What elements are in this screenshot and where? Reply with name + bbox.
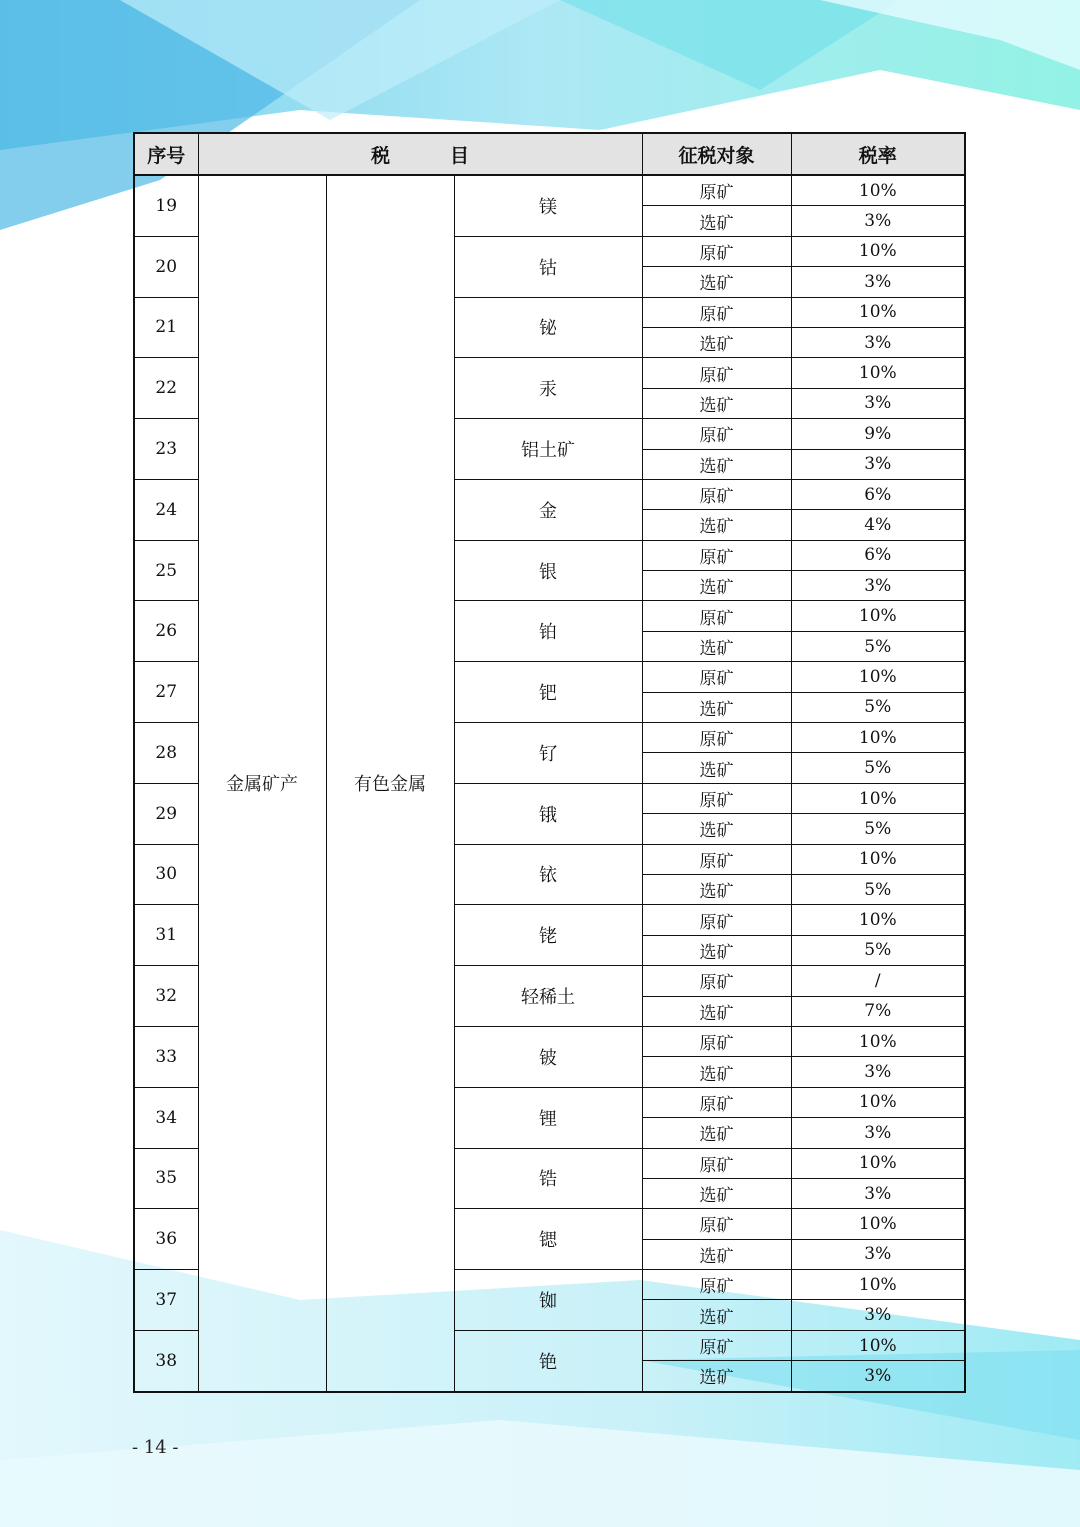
header-row <box>134 133 965 175</box>
seq-cell: 29 <box>134 783 198 844</box>
processed-ore-label: 选矿 <box>642 206 791 236</box>
processed-ore-label: 选矿 <box>642 1057 791 1087</box>
seq-cell: 24 <box>134 479 198 540</box>
raw-ore-rate: 10% <box>791 905 965 935</box>
seq-cell: 33 <box>134 1026 198 1087</box>
processed-ore-label: 选矿 <box>642 1239 791 1269</box>
raw-ore-label: 原矿 <box>642 297 791 327</box>
seq-cell: 35 <box>134 1148 198 1209</box>
processed-ore-label: 选矿 <box>642 571 791 601</box>
processed-ore-label: 选矿 <box>642 388 791 418</box>
processed-ore-label: 选矿 <box>642 1118 791 1148</box>
mineral-name-cell: 轻稀土 <box>454 966 642 1027</box>
header-rate: 税率 <box>791 133 965 175</box>
raw-ore-rate: 10% <box>791 1148 965 1178</box>
raw-ore-rate: 10% <box>791 1209 965 1239</box>
raw-ore-label: 原矿 <box>642 1209 791 1239</box>
processed-ore-label: 选矿 <box>642 327 791 357</box>
raw-ore-rate: 10% <box>791 1270 965 1300</box>
raw-ore-label: 原矿 <box>642 1330 791 1360</box>
mineral-name-cell: 铝土矿 <box>454 419 642 480</box>
seq-cell: 21 <box>134 297 198 358</box>
seq-cell: 37 <box>134 1270 198 1331</box>
processed-ore-rate: 3% <box>791 449 965 479</box>
raw-ore-rate: 10% <box>791 844 965 874</box>
tax-rate-table <box>133 132 966 1393</box>
table-row <box>134 175 965 206</box>
raw-ore-label: 原矿 <box>642 175 791 206</box>
processed-ore-label: 选矿 <box>642 1178 791 1208</box>
subcategory-cell: 有色金属 <box>326 175 454 1392</box>
raw-ore-label: 原矿 <box>642 1270 791 1300</box>
processed-ore-rate: 3% <box>791 388 965 418</box>
processed-ore-label: 选矿 <box>642 510 791 540</box>
seq-cell: 19 <box>134 175 198 236</box>
raw-ore-label: 原矿 <box>642 540 791 570</box>
seq-cell: 27 <box>134 662 198 723</box>
seq-cell: 34 <box>134 1087 198 1148</box>
processed-ore-label: 选矿 <box>642 1300 791 1330</box>
raw-ore-rate: 10% <box>791 175 965 206</box>
processed-ore-rate: 3% <box>791 1178 965 1208</box>
header-item <box>198 133 642 175</box>
raw-ore-rate: 10% <box>791 1087 965 1117</box>
processed-ore-label: 选矿 <box>642 1361 791 1392</box>
raw-ore-label: 原矿 <box>642 1148 791 1178</box>
raw-ore-rate: 6% <box>791 540 965 570</box>
header-object: 征税对象 <box>642 133 791 175</box>
processed-ore-rate: 4% <box>791 510 965 540</box>
raw-ore-label: 原矿 <box>642 783 791 813</box>
mineral-name-cell: 锇 <box>454 783 642 844</box>
processed-ore-rate: 5% <box>791 692 965 722</box>
table-body <box>134 175 965 1392</box>
raw-ore-rate: 10% <box>791 358 965 388</box>
raw-ore-rate: 10% <box>791 297 965 327</box>
raw-ore-label: 原矿 <box>642 1026 791 1056</box>
raw-ore-label: 原矿 <box>642 601 791 631</box>
processed-ore-label: 选矿 <box>642 631 791 661</box>
processed-ore-rate: 3% <box>791 571 965 601</box>
processed-ore-rate: 5% <box>791 935 965 965</box>
processed-ore-label: 选矿 <box>642 874 791 904</box>
raw-ore-rate: 10% <box>791 1026 965 1056</box>
seq-cell: 38 <box>134 1330 198 1391</box>
raw-ore-label: 原矿 <box>642 905 791 935</box>
raw-ore-label: 原矿 <box>642 723 791 753</box>
mineral-name-cell: 钴 <box>454 236 642 297</box>
seq-cell: 22 <box>134 358 198 419</box>
raw-ore-rate: 9% <box>791 419 965 449</box>
processed-ore-label: 选矿 <box>642 814 791 844</box>
category-cell: 金属矿产 <box>198 175 326 1392</box>
mineral-name-cell: 铋 <box>454 297 642 358</box>
raw-ore-rate: 10% <box>791 236 965 266</box>
raw-ore-label: 原矿 <box>642 844 791 874</box>
seq-cell: 32 <box>134 966 198 1027</box>
raw-ore-rate: 10% <box>791 601 965 631</box>
seq-cell: 20 <box>134 236 198 297</box>
processed-ore-rate: 5% <box>791 874 965 904</box>
processed-ore-rate: 7% <box>791 996 965 1026</box>
processed-ore-rate: 3% <box>791 1361 965 1392</box>
mineral-name-cell: 铯 <box>454 1330 642 1391</box>
raw-ore-label: 原矿 <box>642 662 791 692</box>
mineral-name-cell: 汞 <box>454 358 642 419</box>
processed-ore-label: 选矿 <box>642 267 791 297</box>
raw-ore-rate: 10% <box>791 1330 965 1360</box>
mineral-name-cell: 钌 <box>454 723 642 784</box>
mineral-name-cell: 钯 <box>454 662 642 723</box>
processed-ore-label: 选矿 <box>642 753 791 783</box>
raw-ore-rate: 10% <box>791 723 965 753</box>
raw-ore-rate: 10% <box>791 662 965 692</box>
raw-ore-label: 原矿 <box>642 419 791 449</box>
processed-ore-label: 选矿 <box>642 996 791 1026</box>
raw-ore-label: 原矿 <box>642 358 791 388</box>
header-item-part2: 目 <box>450 144 470 167</box>
seq-cell: 26 <box>134 601 198 662</box>
processed-ore-rate: 5% <box>791 631 965 661</box>
processed-ore-rate: 3% <box>791 1057 965 1087</box>
page-number: - 14 - <box>132 1437 179 1458</box>
seq-cell: 23 <box>134 419 198 480</box>
processed-ore-rate: 3% <box>791 1118 965 1148</box>
header-seq: 序号 <box>134 133 198 175</box>
raw-ore-rate: 10% <box>791 783 965 813</box>
mineral-name-cell: 金 <box>454 479 642 540</box>
processed-ore-label: 选矿 <box>642 692 791 722</box>
processed-ore-rate: 3% <box>791 267 965 297</box>
mineral-name-cell: 铷 <box>454 1270 642 1331</box>
processed-ore-rate: 3% <box>791 1300 965 1330</box>
raw-ore-label: 原矿 <box>642 236 791 266</box>
processed-ore-rate: 5% <box>791 814 965 844</box>
processed-ore-rate: 3% <box>791 1239 965 1269</box>
seq-cell: 36 <box>134 1209 198 1270</box>
processed-ore-label: 选矿 <box>642 449 791 479</box>
seq-cell: 31 <box>134 905 198 966</box>
mineral-name-cell: 锂 <box>454 1087 642 1148</box>
raw-ore-rate: 6% <box>791 479 965 509</box>
raw-ore-label: 原矿 <box>642 966 791 996</box>
mineral-name-cell: 锶 <box>454 1209 642 1270</box>
header-item-part1: 税 <box>371 144 391 167</box>
mineral-name-cell: 铂 <box>454 601 642 662</box>
seq-cell: 30 <box>134 844 198 905</box>
mineral-name-cell: 铱 <box>454 844 642 905</box>
mineral-name-cell: 镁 <box>454 175 642 236</box>
raw-ore-label: 原矿 <box>642 479 791 509</box>
processed-ore-label: 选矿 <box>642 935 791 965</box>
seq-cell: 25 <box>134 540 198 601</box>
mineral-name-cell: 铍 <box>454 1026 642 1087</box>
raw-ore-label: 原矿 <box>642 1087 791 1117</box>
mineral-name-cell: 银 <box>454 540 642 601</box>
mineral-name-cell: 锆 <box>454 1148 642 1209</box>
seq-cell: 28 <box>134 723 198 784</box>
mineral-name-cell: 铑 <box>454 905 642 966</box>
processed-ore-rate: 5% <box>791 753 965 783</box>
processed-ore-rate: 3% <box>791 206 965 236</box>
raw-ore-rate: / <box>791 966 965 996</box>
processed-ore-rate: 3% <box>791 327 965 357</box>
